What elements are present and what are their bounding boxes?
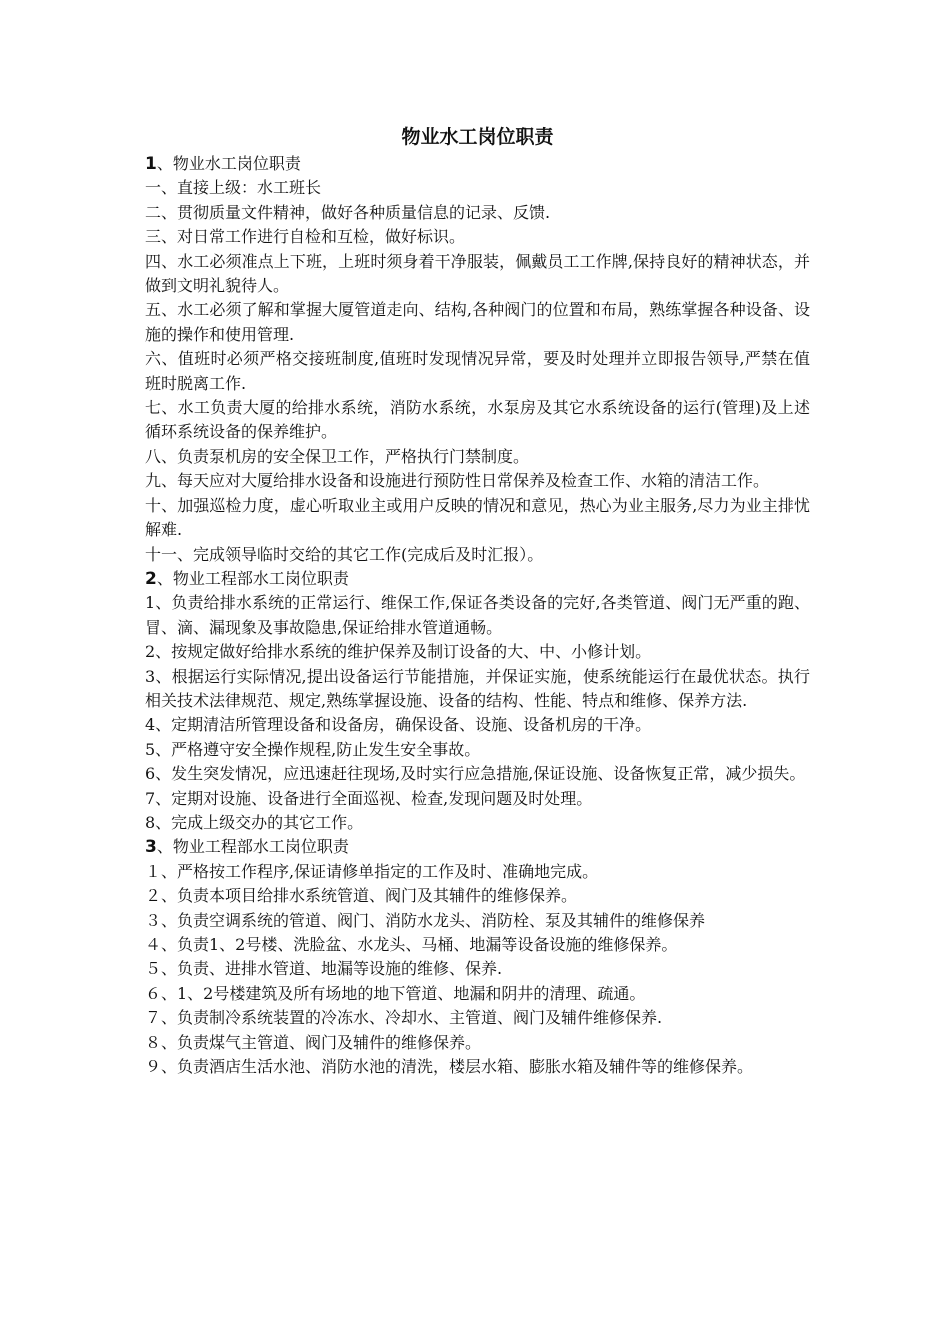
section-heading [145, 835, 810, 859]
section-number: 3 [145, 837, 157, 858]
document-page [145, 122, 810, 1079]
list-item: 五、水工必须了解和掌握大厦管道走向、结构,各种阀门的位置和布局，熟练掌握各种设备、设施的操作和使用管理. [145, 300, 810, 344]
section-heading [145, 567, 810, 591]
list-item: 3、根据运行实际情况,提出设备运行节能措施，并保证实施，使系统能运行在最优状态。执行相关技术法律规范、规定,熟练掌握设施、设备的结构、性能、特点和维修、保养方法. [145, 666, 810, 710]
list-item: 1、负责给排水系统的正常运行、维保工作,保证各类设备的完好,各类管道、阀门无严重的跑、冒、滴、漏现象及事故隐患,保证给排水管道通畅。 [145, 593, 810, 637]
list-item: ８、负责煤气主管道、阀门及辅件的维修保养。 [145, 1032, 482, 1052]
document-title: 物业水工岗位职责 [401, 126, 554, 148]
list-item: 四、水工必须准点上下班，上班时须身着干净服装，佩戴员工工作牌,保持良好的精神状态，并做到文明礼貌待人。 [145, 251, 810, 296]
list-item: １、严格按工作程序,保证请修单指定的工作及时、准确地完成。 [145, 861, 599, 881]
list-item: 8、完成上级交办的其它工作。 [145, 812, 364, 832]
list-item: 2、按规定做好给排水系统的维护保养及制订设备的大、中、小修计划。 [145, 642, 652, 662]
list-item: ５、负责、进排水管道、地漏等设施的维修、保养. [145, 959, 503, 979]
list-item: 七、水工负责大厦的给排水系统，消防水系统，水泵房及其它水系统设备的运行(管理)及上述循环系统设备的保养维护。 [145, 398, 810, 442]
section-heading-text: 、物业工程部水工岗位职责 [156, 568, 349, 588]
section-number: 2 [145, 568, 157, 589]
list-item: ３、负责空调系统的管道、阀门、消防水龙头、消防栓、泵及其辅件的维修保养 [145, 910, 706, 930]
list-item: 三、对日常工作进行自检和互检，做好标识。 [145, 227, 466, 247]
list-item: 5、严格遵守安全操作规程,防止发生安全事故。 [145, 739, 481, 759]
list-item: 4、定期清洁所管理设备和设备房，确保设备、设施、设备机房的干净。 [145, 715, 652, 735]
list-item: 十、加强巡检力度，虚心听取业主或用户反映的情况和意见，热心为业主服务,尽力为业主排忧解难. [145, 495, 810, 540]
section-2 [145, 567, 810, 835]
section-1 [145, 152, 810, 567]
list-item: 一、直接上级：水工班长 [145, 178, 322, 198]
list-item: ７、负责制冷系统装置的冷冻水、冷却水、主管道、阀门及辅件维修保养. [145, 1008, 663, 1028]
list-item: 八、负责泵机房的安全保卫工作，严格执行门禁制度。 [145, 446, 530, 466]
section-3 [145, 835, 810, 1079]
list-item: 十一、完成领导临时交给的其它工作(完成后及时汇报）。 [145, 544, 544, 564]
list-item: ９、负责酒店生活水池、消防水池的清洗，楼层水箱、膨胀水箱及辅件等的维修保养。 [145, 1057, 754, 1077]
list-item: 二、贯彻质量文件精神，做好各种质量信息的记录、反馈. [145, 202, 551, 222]
section-heading [145, 152, 810, 176]
list-item: ４、负责1、2号楼、洗脸盆、水龙头、马桶、地漏等设备设施的维修保养。 [145, 935, 678, 954]
list-item: ６、1、2号楼建筑及所有场地的地下管道、地漏和阴井的清理、疏通。 [145, 983, 646, 1003]
section-number: 1 [145, 154, 157, 174]
list-item: 6、发生突发情况，应迅速赶往现场,及时实行应急措施,保证设施、设备恢复正常，减少损失。 [145, 764, 806, 784]
section-heading-text: 、物业水工岗位职责 [156, 154, 301, 173]
list-item: 六、值班时必须严格交接班制度,值班时发现情况异常，要及时处理并立即报告领导,严禁在值班时脱离工作. [145, 349, 810, 393]
list-item: 7、定期对设施、设备进行全面巡视、检查,发现问题及时处理。 [145, 788, 593, 808]
section-heading-text: 、物业工程部水工岗位职责 [156, 837, 349, 857]
list-item: 九、每天应对大厦给排水设备和设施进行预防性日常保养及检查工作、水箱的清洁工作。 [145, 471, 770, 491]
list-item: ２、负责本项目给排水系统管道、阀门及其辅件的维修保养。 [145, 886, 578, 906]
